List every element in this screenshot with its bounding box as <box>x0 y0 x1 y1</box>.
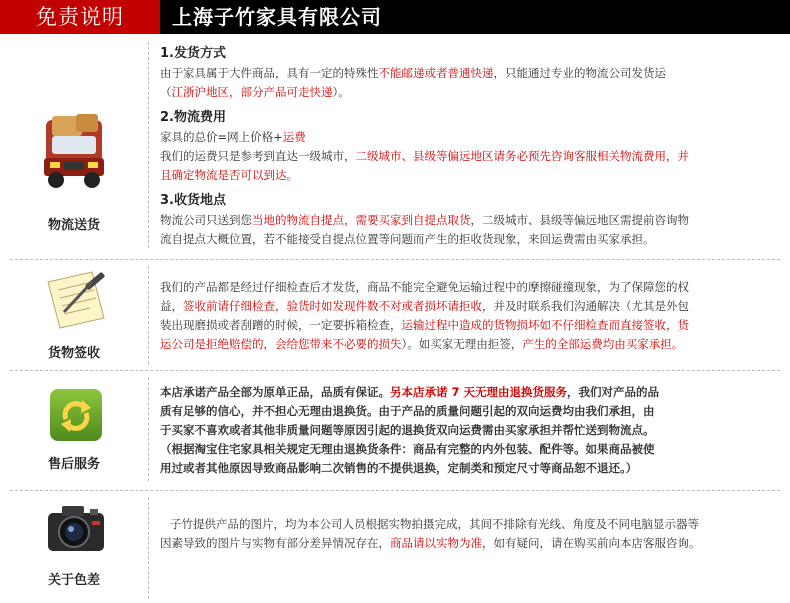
text-segment: ）。如买家无理由拒签， <box>401 337 523 351</box>
aftersale-line3: 于买家不喜欢或者其他非质量问题等原因引起的退换货双向运费需由买家承担并帮忙送到物流点。 <box>160 423 655 437</box>
text-segment: 由于家具属于大件商品，具有一定的特殊性 <box>160 66 379 80</box>
aftersale-line1 <box>160 383 780 402</box>
signing-label: 货物签收 <box>47 346 100 361</box>
text-segment: 因素导致的图片与实物有部分差异情况存在， <box>160 536 390 550</box>
color-content <box>160 515 780 553</box>
divider-vertical <box>148 266 150 364</box>
camera-icon <box>44 501 108 555</box>
signing-content <box>160 278 780 354</box>
text-segment: ，二级城市、县级等偏远地区需提前咨询物 <box>470 213 689 227</box>
divider-horizontal <box>10 370 780 371</box>
signing-left <box>0 262 148 368</box>
aftersale-line2: 质有足够的信心，并不担心无理由退换货。由于产品的质量问题引起的双向运费均由我们承担，由 <box>160 404 655 418</box>
text-segment: 益， <box>160 299 183 313</box>
color-line1: 子竹提供产品的图片，均为本公司人员根据实物拍摄完成，其间不排除有光线、角度及不同电脑显示器等 <box>170 517 699 531</box>
text-highlight: 另本店承诺 7 天无理由退换货服务 <box>390 385 568 399</box>
signing-line3 <box>160 316 780 335</box>
text-segment: 本店承诺产品全部为原单正品，品质有保证。 <box>160 385 390 399</box>
text-highlight: 运输过程中造成的货物损坏如不仔细检查而直接签收，货 <box>401 318 689 332</box>
color-left <box>0 493 148 603</box>
refresh-arrows-icon <box>50 389 102 441</box>
shipping-left <box>0 34 148 256</box>
aftersale-line4: （根据淘宝住宅家具相关规定无理由退换货条件：商品有完整的内外包装、配件等。如果商品被使 <box>160 442 655 456</box>
text-highlight: 运公司是拒绝赔偿的，会给您带来不必要的损失 <box>160 337 402 351</box>
signing-line1: 我们的产品都是经过仔细检查后才发货，商品不能完全避免运输过程中的摩擦碰撞现象，为了保障您的权 <box>160 280 689 294</box>
text-highlight: 运费 <box>282 130 306 144</box>
aftersale-content <box>160 383 780 478</box>
shipping-content <box>160 44 780 249</box>
text-segment: （ <box>160 85 172 99</box>
shipping-section <box>0 34 790 256</box>
text-segment: ，如有疑问，请在购买前向本店客服咨询。 <box>482 536 701 550</box>
shipping-label: 物流送货 <box>47 218 100 233</box>
text-segment: 我们的运费只是参考到直达一级城市， <box>160 149 356 163</box>
text-segment: ）。 <box>332 85 350 99</box>
signing-line4 <box>160 335 780 354</box>
divider-vertical <box>148 42 150 248</box>
shipping-method-title: 1.发货方式 <box>160 46 226 61</box>
color-label: 关于色差 <box>47 573 100 588</box>
text-segment: ，我们对产品的品 <box>567 385 660 399</box>
aftersale-section <box>0 373 790 485</box>
aftersale-line5: 用过或者其他原因导致商品影响二次销售的不提供退换，定制类和预定尺寸等商品恕不退还。） <box>160 461 638 475</box>
text-highlight: 江浙沪地区，部分产品可走快递 <box>171 85 333 99</box>
shipping-fee-line1 <box>160 128 780 147</box>
text-segment: 装出现磨损或者刮蹭的时候，一定要拆箱检查， <box>160 318 402 332</box>
shipping-method-line1 <box>160 64 780 83</box>
delivery-place-title: 3.收货地点 <box>160 193 226 208</box>
signing-section <box>0 262 790 368</box>
text-segment: 物流公司只送到您 <box>160 213 252 227</box>
aftersale-label: 售后服务 <box>47 457 100 472</box>
color-section <box>0 493 790 603</box>
delivery-place-line1 <box>160 211 780 230</box>
truck-icon <box>36 114 112 194</box>
header-bar <box>0 0 790 34</box>
shipping-fee-title: 2.物流费用 <box>160 110 226 125</box>
divider-horizontal <box>10 259 780 260</box>
text-highlight: 产生的全部运费均由买家承担。 <box>522 337 684 351</box>
delivery-place-line2: 流自提点大概位置，若不能接受自提点位置等问题而产生的拒收货现象，来回运费需由买家承担。 <box>160 232 655 246</box>
shipping-method-line2 <box>160 83 780 102</box>
refresh-icon <box>50 389 102 441</box>
text-highlight: 不能邮递或者普通快递 <box>378 66 494 80</box>
text-highlight: 商品请以实物为准 <box>390 536 482 550</box>
clipboard-signature-icon <box>40 268 110 332</box>
shipping-fee-line2 <box>160 147 780 166</box>
shipping-fee-line3 <box>160 166 780 185</box>
divider-horizontal <box>10 490 780 491</box>
company-name: 上海子竹家具有限公司 <box>172 5 382 29</box>
color-line2 <box>160 534 780 553</box>
divider-vertical <box>148 497 150 599</box>
text-highlight: 二级城市、县级等偏远地区请务必预先咨询客服相关物流费用，并 <box>355 149 689 163</box>
text-segment: ，并及时联系我们沟通解决（尤其是外包 <box>482 299 689 313</box>
divider-vertical <box>148 377 150 481</box>
text-segment: 家具的总价=网上价格+ <box>160 130 283 144</box>
disclaimer-tag: 免责说明 <box>0 0 160 34</box>
signing-line2 <box>160 297 780 316</box>
aftersale-left <box>0 373 148 485</box>
text-highlight: 签收前请仔细检查，验货时如发现件数不对或者损坏请拒收 <box>183 299 482 313</box>
text-segment: ，只能通过专业的物流公司发货运 <box>493 66 666 80</box>
text-highlight: 且确定物流是否可以到达。 <box>160 168 298 182</box>
text-highlight: 当地的物流自提点，需要买家到自提点取货 <box>252 213 471 227</box>
